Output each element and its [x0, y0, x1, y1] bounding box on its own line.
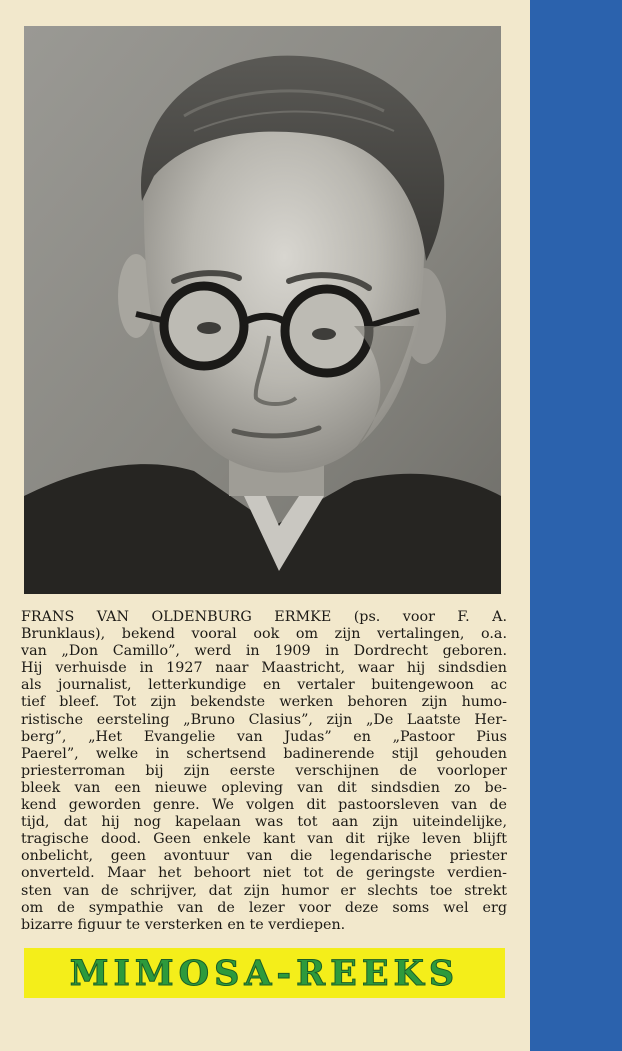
blurb-line: priesterroman bij zijn eerste verschijnen de voorloper: [21, 762, 507, 779]
blurb-line: bizarre figuur te versterken en te verdiepen.: [21, 916, 346, 933]
author-portrait-illustration: [24, 26, 501, 594]
blurb-line: FRANS VAN OLDENBURG ERMKE (ps. voor F. A.: [21, 609, 507, 625]
blurb-line: kend geworden genre. We volgen dit pastoorsleven van de: [21, 797, 507, 814]
author-biography-text: [21, 609, 507, 934]
blurb-line: onbelicht, geen avontuur van die legendarische priester: [21, 848, 507, 865]
blurb-line: onverteld. Maar het behoort niet tot de geringste verdien-: [21, 865, 507, 882]
blurb-line: van „Don Camillo”, werd in 1909 in Dordrecht geboren.: [21, 643, 507, 660]
blurb-line: tijd, dat hij nog kapelaan was tot aan zijn uiteindelijke,: [21, 814, 507, 831]
blurb-line: bleek van een nieuwe opleving van dit sindsdien zo be-: [21, 779, 507, 796]
series-banner: [24, 948, 505, 998]
blurb-line: tragische dood. Geen enkele kant van dit rijke leven blijft: [21, 831, 507, 848]
blurb-line: Paerel”, welke in schertsend badinerende stijl gehouden: [21, 745, 507, 762]
blurb-line: om de sympathie van de lezer voor deze soms wel erg: [21, 899, 507, 916]
blue-spine-stripe: [530, 0, 622, 1051]
blurb-line: als journalist, letterkundige en vertaler buitengewoon ac: [21, 677, 507, 694]
blurb-line: tief bleef. Tot zijn bekendste werken behoren zijn humo-: [21, 694, 507, 711]
blurb-line: berg”, „Het Evangelie van Judas” en „Pastoor Pius: [21, 728, 507, 745]
series-title: MIMOSA-REEKS: [69, 952, 460, 994]
blurb-line: Hij verhuisde in 1927 naar Maastricht, waar hij sindsdien: [21, 660, 507, 677]
blurb-line: Brunklaus), bekend vooral ook om zijn vertalingen, o.a.: [21, 626, 507, 643]
blurb-line: sten van de schrijver, dat zijn humor er slechts toe strekt: [21, 882, 507, 899]
blurb-line: ristische eersteling „Bruno Clasius”, zijn „De Laatste Her-: [21, 711, 507, 728]
author-portrait-photo: [24, 26, 501, 594]
